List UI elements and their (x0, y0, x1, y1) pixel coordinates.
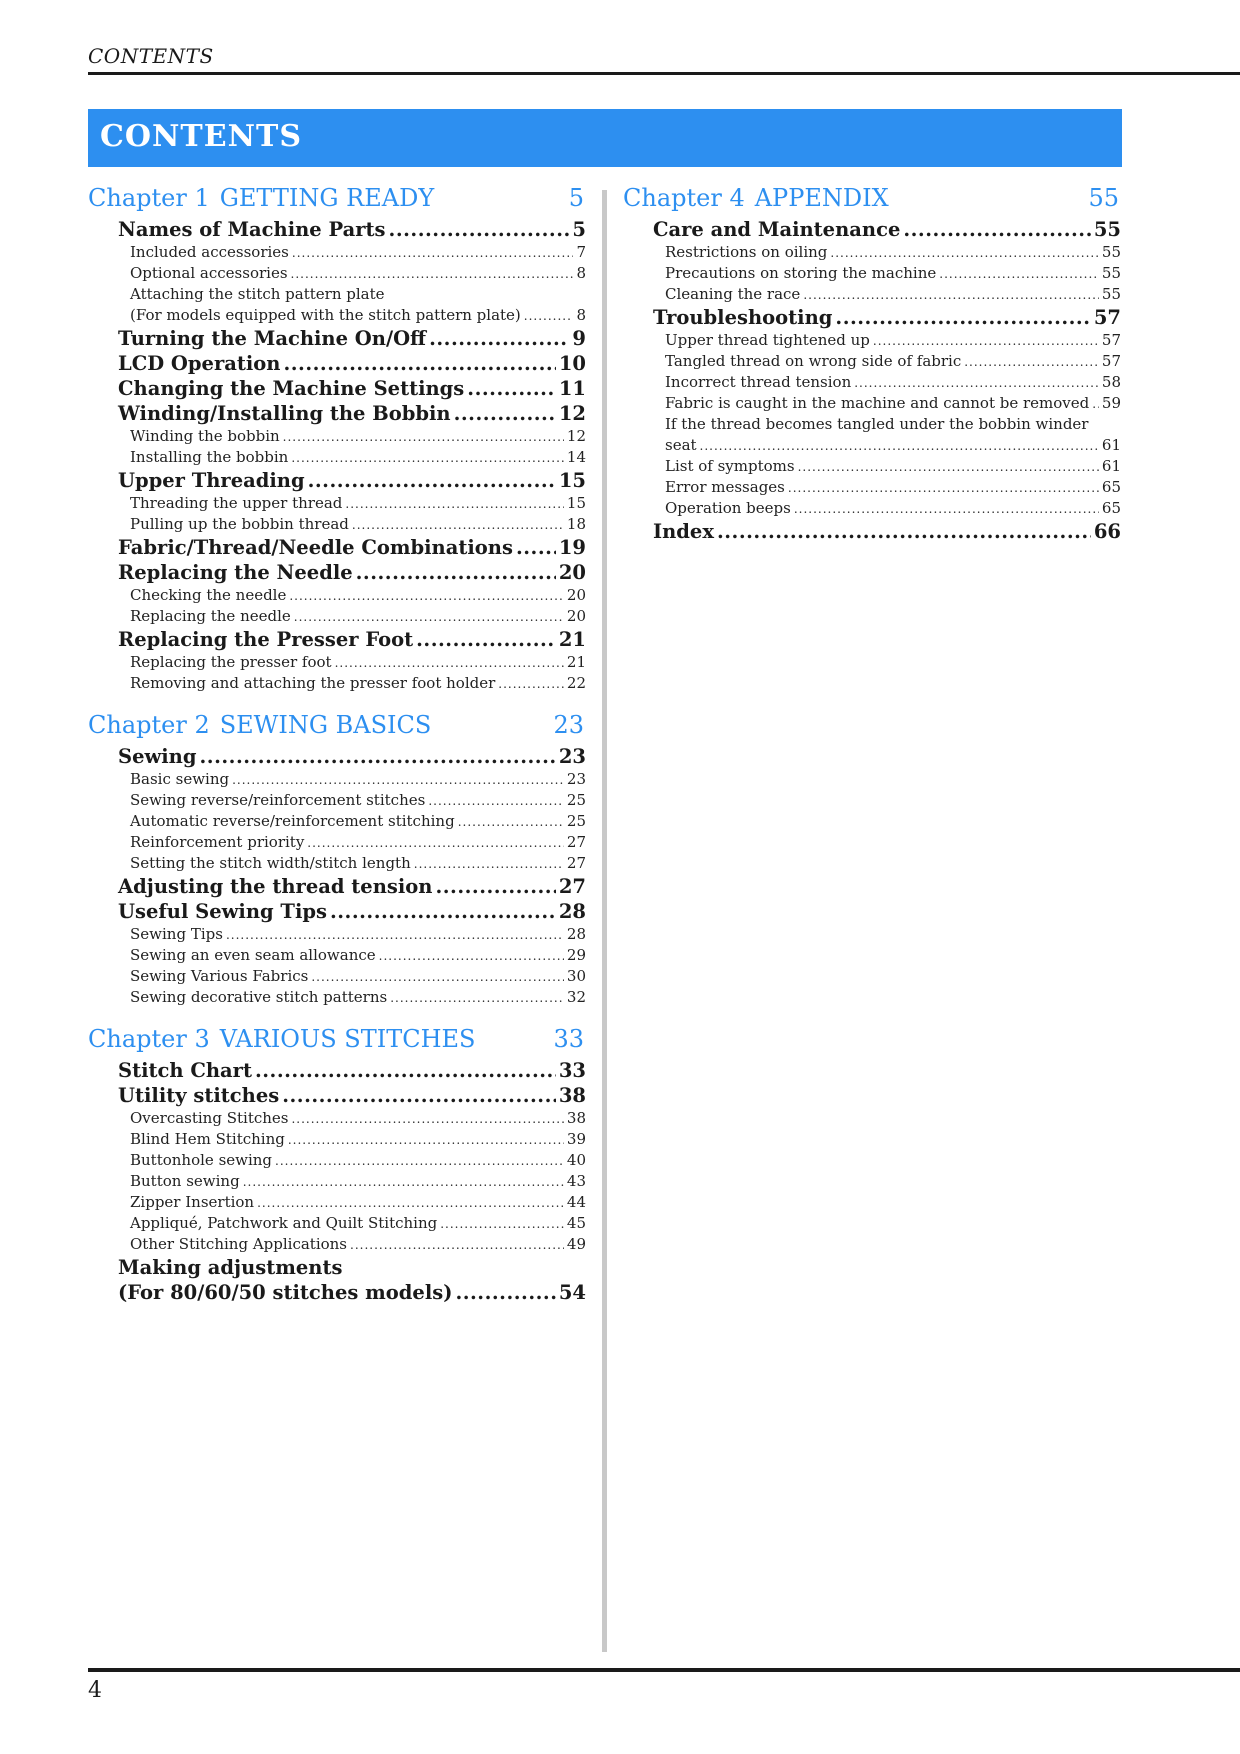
entry-title: Optional accessories (130, 264, 288, 282)
entry-title: Replacing the needle (130, 607, 291, 625)
entry-page: 27 (566, 854, 586, 872)
toc-entry[interactable] (118, 469, 586, 494)
entry-title: Operation beeps (665, 499, 791, 517)
entry-page: 40 (566, 1151, 586, 1169)
entry-title: Sewing decorative stitch patterns (130, 988, 388, 1006)
toc-subentry[interactable] (130, 264, 586, 285)
toc-entry[interactable] (118, 875, 586, 900)
entry-page: 12 (558, 402, 586, 425)
toc-subentry[interactable] (130, 1172, 586, 1193)
entry-page: 61 (1101, 457, 1121, 475)
page-number: 4 (88, 1678, 102, 1703)
toc-subentry[interactable] (665, 331, 1121, 352)
entry-page: 38 (558, 1084, 586, 1107)
toc-entry[interactable] (118, 1059, 586, 1084)
chapter-4 (623, 184, 1121, 545)
toc-entry[interactable] (118, 1084, 586, 1109)
toc-subentry[interactable] (130, 1214, 586, 1235)
entry-title: Stitch Chart (118, 1059, 252, 1082)
entry-page: 45 (566, 1214, 586, 1232)
entry-page: 38 (566, 1109, 586, 1127)
entry-page: 11 (558, 377, 586, 400)
contents-banner: CONTENTS (88, 109, 1122, 167)
entry-title: Checking the needle (130, 586, 287, 604)
entry-title: Replacing the presser foot (130, 653, 332, 671)
entry-page: 8 (576, 306, 586, 324)
entry-title: Changing the Machine Settings (118, 377, 465, 400)
toc-entry[interactable] (653, 306, 1121, 331)
entry-title: Useful Sewing Tips (118, 900, 327, 923)
toc-entry[interactable] (653, 218, 1121, 243)
toc-subentry[interactable] (665, 436, 1121, 457)
entry-page: 55 (1101, 243, 1121, 261)
entry-page: 15 (558, 469, 586, 492)
toc-subentry[interactable] (130, 1193, 586, 1214)
toc-subentry[interactable] (130, 306, 586, 327)
chapter-page: 55 (1088, 184, 1119, 212)
entry-title: Adjusting the thread tension (118, 875, 433, 898)
chapter-heading[interactable] (88, 1025, 586, 1059)
toc-subentry[interactable] (130, 988, 586, 1009)
chapter-name: GETTING READY (219, 184, 435, 212)
entry-page: 30 (566, 967, 586, 985)
entry-title: seat (665, 436, 697, 454)
entry-page: 33 (558, 1059, 586, 1082)
toc-subentry[interactable] (130, 925, 586, 946)
entry-page: 66 (1093, 520, 1121, 543)
toc-subentry[interactable] (130, 448, 586, 469)
entry-page: 10 (558, 352, 586, 375)
toc-subentry[interactable] (130, 1130, 586, 1151)
chapter-label: Chapter 4 (623, 184, 745, 212)
toc-subentry-line1[interactable]: Attaching the stitch pattern plate (130, 285, 385, 303)
entry-page: 61 (1101, 436, 1121, 454)
toc-subentry[interactable] (130, 427, 586, 448)
entry-page: 55 (1101, 285, 1121, 303)
chapter-1 (88, 184, 586, 695)
entry-page: 59 (1101, 394, 1121, 412)
left-column (88, 184, 586, 1322)
entry-title: List of symptoms (665, 457, 795, 475)
entry-title: Blind Hem Stitching (130, 1130, 285, 1148)
toc-subentry[interactable] (130, 243, 586, 264)
toc-entry[interactable] (653, 520, 1121, 545)
entry-page: 25 (566, 812, 586, 830)
toc-entry-line1[interactable]: Making adjustments (118, 1256, 343, 1279)
entry-title: Troubleshooting (653, 306, 833, 329)
entry-title: Setting the stitch width/stitch length (130, 854, 411, 872)
toc-subentry[interactable] (130, 791, 586, 812)
chapter-name: APPENDIX (754, 184, 889, 212)
entry-title: Appliqué, Patchwork and Quilt Stitching (130, 1214, 438, 1232)
entry-page: 55 (1093, 218, 1121, 241)
entry-title: Overcasting Stitches (130, 1109, 289, 1127)
toc-subentry[interactable] (130, 854, 586, 875)
toc-subentry[interactable] (130, 653, 586, 674)
chapter-heading[interactable] (88, 711, 586, 745)
chapter-name: SEWING BASICS (219, 711, 432, 739)
entry-title: Incorrect thread tension (665, 373, 852, 391)
entry-page: 32 (566, 988, 586, 1006)
entry-title: Sewing an even seam allowance (130, 946, 376, 964)
entry-title: Reinforcement priority (130, 833, 305, 851)
entry-page: 12 (566, 427, 586, 445)
entry-page: 58 (1101, 373, 1121, 391)
entry-title: Basic sewing (130, 770, 230, 788)
entry-page: 23 (558, 745, 586, 768)
toc-subentry[interactable] (130, 586, 586, 607)
entry-page: 28 (558, 900, 586, 923)
entry-title: Included accessories (130, 243, 289, 261)
entry-page: 15 (566, 494, 586, 512)
entry-title: Error messages (665, 478, 785, 496)
toc-entry[interactable] (118, 218, 586, 243)
toc-entry[interactable] (118, 900, 586, 925)
column-divider (602, 190, 607, 1652)
entry-title: Automatic reverse/reinforcement stitching (130, 812, 455, 830)
chapter-3 (88, 1025, 586, 1306)
entry-page: 44 (566, 1193, 586, 1211)
entry-page: 21 (558, 628, 586, 651)
entry-page: 29 (566, 946, 586, 964)
toc-subentry[interactable] (130, 674, 586, 695)
entry-page: 25 (566, 791, 586, 809)
chapter-label: Chapter 1 (88, 184, 210, 212)
toc-subentry[interactable] (130, 812, 586, 833)
right-column (623, 184, 1121, 561)
chapter-label: Chapter 2 (88, 711, 210, 739)
toc-entry[interactable] (118, 352, 586, 377)
toc-entry[interactable] (118, 402, 586, 427)
chapter-page: 33 (553, 1025, 584, 1053)
entry-page: 20 (566, 586, 586, 604)
entry-title: Removing and attaching the presser foot holder (130, 674, 496, 692)
entry-title: Buttonhole sewing (130, 1151, 273, 1169)
entry-title: Cleaning the race (665, 285, 801, 303)
entry-title: Precautions on storing the machine (665, 264, 937, 282)
entry-title: Zipper Insertion (130, 1193, 255, 1211)
entry-page: 27 (566, 833, 586, 851)
toc-entry[interactable] (118, 1281, 586, 1306)
toc-subentry[interactable] (130, 494, 586, 515)
toc-subentry[interactable] (130, 1235, 586, 1256)
entry-page: 28 (566, 925, 586, 943)
entry-page: 7 (576, 243, 586, 261)
entry-title: Replacing the Presser Foot (118, 628, 414, 651)
entry-title: Upper Threading (118, 469, 305, 492)
entry-page: 21 (566, 653, 586, 671)
entry-title: Restrictions on oiling (665, 243, 828, 261)
chapter-page: 5 (568, 184, 584, 212)
toc-subentry[interactable] (665, 352, 1121, 373)
toc-subentry[interactable] (130, 833, 586, 854)
entry-title: Threading the upper thread (130, 494, 343, 512)
entry-title: Other Stitching Applications (130, 1235, 348, 1253)
entry-title: Sewing (118, 745, 197, 768)
entry-title: Winding the bobbin (130, 427, 280, 445)
entry-title: Tangled thread on wrong side of fabric (665, 352, 962, 370)
toc-entry[interactable] (118, 536, 586, 561)
entry-title: Care and Maintenance (653, 218, 901, 241)
entry-page: 57 (1093, 306, 1121, 329)
chapter-heading[interactable] (88, 184, 586, 218)
entry-title: LCD Operation (118, 352, 281, 375)
toc-subentry[interactable] (130, 1151, 586, 1172)
toc-subentry[interactable] (665, 373, 1121, 394)
chapter-heading[interactable] (623, 184, 1121, 218)
toc-subentry[interactable] (665, 457, 1121, 478)
entry-page: 43 (566, 1172, 586, 1190)
entry-page: 54 (558, 1281, 586, 1304)
entry-title: Turning the Machine On/Off (118, 327, 427, 350)
entry-title: Sewing Various Fabrics (130, 967, 309, 985)
entry-page: 18 (566, 515, 586, 533)
entry-title: Sewing reverse/reinforcement stitches (130, 791, 426, 809)
entry-title: Button sewing (130, 1172, 240, 1190)
toc-subentry[interactable] (665, 264, 1121, 285)
entry-page: 57 (1101, 331, 1121, 349)
entry-page: 9 (572, 327, 586, 350)
entry-title: Installing the bobbin (130, 448, 289, 466)
entry-page: 39 (566, 1130, 586, 1148)
toc-subentry[interactable] (130, 770, 586, 791)
toc-entry[interactable] (118, 628, 586, 653)
toc-entry[interactable] (118, 377, 586, 402)
entry-page: 14 (566, 448, 586, 466)
entry-page: 23 (566, 770, 586, 788)
chapter-page: 23 (553, 711, 584, 739)
entry-title: Winding/Installing the Bobbin (118, 402, 451, 425)
entry-title: (For 80/60/50 stitches models) (118, 1281, 453, 1304)
entry-title: Upper thread tightened up (665, 331, 870, 349)
toc-entry[interactable] (118, 327, 586, 352)
toc-subentry[interactable] (130, 946, 586, 967)
entry-title: Index (653, 520, 714, 543)
entry-page: 19 (558, 536, 586, 559)
entry-title: Utility stitches (118, 1084, 280, 1107)
toc-subentry[interactable] (130, 1109, 586, 1130)
chapter-name: VARIOUS STITCHES (219, 1025, 476, 1053)
toc-subentry[interactable] (665, 243, 1121, 264)
toc-subentry[interactable] (665, 394, 1121, 415)
entry-page: 65 (1101, 499, 1121, 517)
entry-page: 20 (566, 607, 586, 625)
toc-subentry[interactable] (665, 478, 1121, 499)
toc-subentry[interactable] (130, 967, 586, 988)
entry-title: Replacing the Needle (118, 561, 353, 584)
entry-page: 5 (572, 218, 586, 241)
toc-subentry[interactable] (665, 499, 1121, 520)
toc-entry[interactable] (118, 745, 586, 770)
bottom-rule (88, 1668, 1240, 1672)
chapter-label: Chapter 3 (88, 1025, 210, 1053)
entry-page: 20 (558, 561, 586, 584)
running-head: CONTENTS (88, 44, 214, 68)
entry-page: 22 (566, 674, 586, 692)
top-rule (88, 72, 1240, 75)
toc-subentry[interactable] (665, 285, 1121, 306)
toc-subentry[interactable] (130, 515, 586, 536)
entry-page: 65 (1101, 478, 1121, 496)
entry-page: 55 (1101, 264, 1121, 282)
toc-subentry[interactable] (130, 607, 586, 628)
entry-page: 57 (1101, 352, 1121, 370)
toc-entry[interactable] (118, 561, 586, 586)
entry-title: Fabric/Thread/Needle Combinations (118, 536, 513, 559)
chapter-2 (88, 711, 586, 1009)
toc-subentry-line1[interactable]: If the thread becomes tangled under the bobbin winder (665, 415, 1089, 433)
entry-title: Names of Machine Parts (118, 218, 386, 241)
entry-title: Pulling up the bobbin thread (130, 515, 349, 533)
entry-title: Sewing Tips (130, 925, 223, 943)
entry-page: 27 (558, 875, 586, 898)
entry-title: (For models equipped with the stitch pattern plate) (130, 306, 521, 324)
entry-title: Fabric is caught in the machine and cannot be removed (665, 394, 1090, 412)
entry-page: 8 (576, 264, 586, 282)
entry-page: 49 (566, 1235, 586, 1253)
